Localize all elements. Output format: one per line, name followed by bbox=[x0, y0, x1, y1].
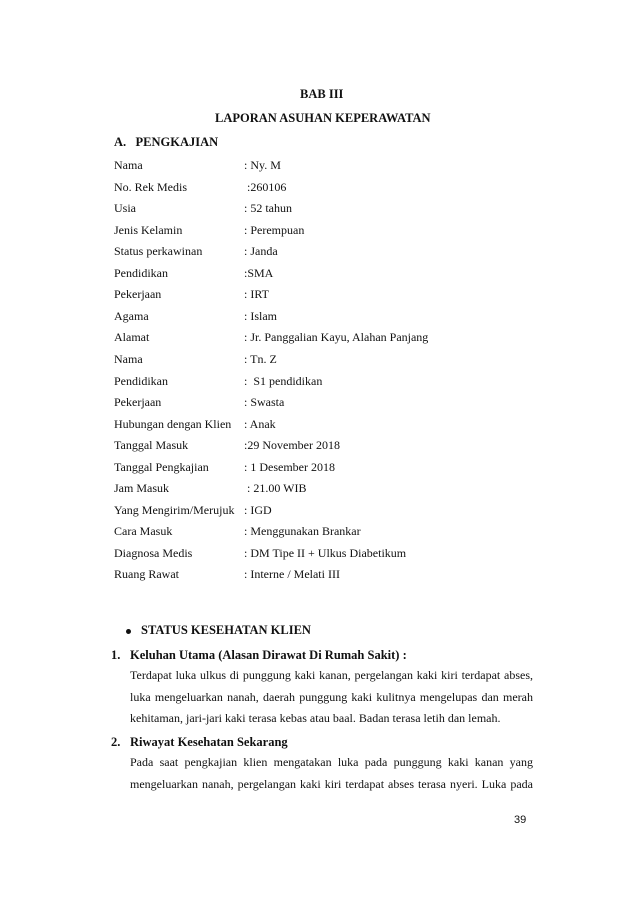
field-row bbox=[114, 395, 534, 411]
field-row bbox=[114, 503, 534, 519]
page-number: 39 bbox=[514, 814, 527, 826]
status-heading bbox=[126, 623, 311, 638]
field-row bbox=[114, 460, 534, 476]
field-value: : Islam bbox=[244, 308, 277, 323]
field-value: : S1 pendidikan bbox=[244, 373, 323, 388]
paragraph-line: luka mengeluarkan nanah, daerah punggung kaki kulitnya mengelupas dan merah bbox=[130, 689, 533, 704]
field-label: Ruang Rawat bbox=[114, 567, 179, 582]
field-value: : 21.00 WIB bbox=[244, 481, 307, 496]
field-row bbox=[114, 223, 534, 239]
field-row bbox=[114, 158, 534, 174]
field-row bbox=[114, 180, 534, 196]
field-label: Agama bbox=[114, 308, 149, 323]
status-heading-text: STATUS KESEHATAN KLIEN bbox=[141, 623, 311, 637]
field-row bbox=[114, 374, 534, 390]
item2-number: 2. bbox=[111, 735, 121, 749]
field-row bbox=[114, 417, 534, 433]
field-row bbox=[114, 266, 534, 282]
item2-heading: Riwayat Kesehatan Sekarang bbox=[130, 735, 288, 749]
field-value: : Menggunakan Brankar bbox=[244, 524, 361, 539]
field-value: : Perempuan bbox=[244, 222, 305, 237]
field-label: Hubungan dengan Klien bbox=[114, 416, 232, 431]
paragraph-line: Terdapat luka ulkus di punggung kaki kanan, pergelangan kaki kiri terdapat abses, bbox=[130, 668, 533, 682]
field-value: :29 November 2018 bbox=[244, 438, 340, 453]
chapter-heading: BAB III bbox=[300, 87, 344, 101]
field-row bbox=[114, 524, 534, 540]
field-value: : Janda bbox=[244, 244, 278, 259]
bullet-icon bbox=[126, 629, 131, 634]
field-value: : Interne / Melati III bbox=[244, 567, 340, 582]
field-row bbox=[114, 244, 534, 260]
field-label: Pendidikan bbox=[114, 265, 168, 280]
field-label: Status perkawinan bbox=[114, 244, 203, 259]
field-label: Nama bbox=[114, 158, 143, 172]
field-label: Tanggal Masuk bbox=[114, 438, 189, 453]
field-value: : 1 Desember 2018 bbox=[244, 459, 335, 474]
item1-paragraph bbox=[130, 665, 533, 730]
field-row bbox=[114, 309, 534, 325]
field-value: : 52 tahun bbox=[244, 201, 292, 216]
field-label: Jenis Kelamin bbox=[114, 222, 183, 237]
field-label: Cara Masuk bbox=[114, 524, 173, 539]
field-row bbox=[114, 438, 534, 454]
field-row bbox=[114, 201, 534, 217]
field-value: : IGD bbox=[244, 502, 272, 517]
field-label: Diagnosa Medis bbox=[114, 545, 193, 560]
field-value: : Swasta bbox=[244, 395, 285, 410]
section-a-heading: A. PENGKAJIAN bbox=[114, 135, 219, 149]
field-row bbox=[114, 287, 534, 303]
field-label: Pekerjaan bbox=[114, 395, 162, 410]
field-value: :260106 bbox=[244, 179, 287, 194]
field-label: Alamat bbox=[114, 330, 150, 345]
field-label: Usia bbox=[114, 201, 136, 216]
field-label: Nama bbox=[114, 351, 143, 366]
field-label: Jam Masuk bbox=[114, 481, 169, 496]
field-row bbox=[114, 330, 534, 346]
field-label: No. Rek Medis bbox=[114, 179, 187, 194]
field-row bbox=[114, 546, 534, 562]
item1-number: 1. bbox=[111, 648, 121, 662]
field-row bbox=[114, 567, 534, 583]
field-value: :SMA bbox=[244, 265, 274, 280]
paragraph-line: Pada saat pengkajian klien mengatakan luka pada punggung kaki kanan yang bbox=[130, 755, 533, 769]
field-label: Yang Mengirim/Merujuk bbox=[114, 502, 235, 517]
field-label: Tanggal Pengkajian bbox=[114, 459, 209, 474]
field-value: : Tn. Z bbox=[244, 351, 277, 366]
field-label: Pendidikan bbox=[114, 373, 168, 388]
field-value: : Jr. Panggalian Kayu, Alahan Panjang bbox=[244, 330, 429, 345]
item1-heading: Keluhan Utama (Alasan Dirawat Di Rumah Sakit) : bbox=[130, 648, 407, 662]
field-label: Pekerjaan bbox=[114, 287, 162, 302]
field-row bbox=[114, 481, 534, 497]
field-value: : DM Tipe II + Ulkus Diabetikum bbox=[244, 545, 407, 560]
field-value: : Anak bbox=[244, 416, 276, 431]
field-value: : IRT bbox=[244, 287, 269, 302]
item2-paragraph bbox=[130, 752, 533, 795]
paragraph-line: kehitaman, jari-jari kaki terasa kebas atau baal. Badan terasa letih dan lemah. bbox=[130, 711, 501, 726]
field-row bbox=[114, 352, 534, 368]
paragraph-line: mengeluarkan nanah, pergelangan kaki kiri terdapat abses terasa nyeri. Luka pada bbox=[130, 776, 533, 791]
report-title: LAPORAN ASUHAN KEPERAWATAN bbox=[215, 111, 431, 125]
field-value: : Ny. M bbox=[244, 158, 281, 172]
